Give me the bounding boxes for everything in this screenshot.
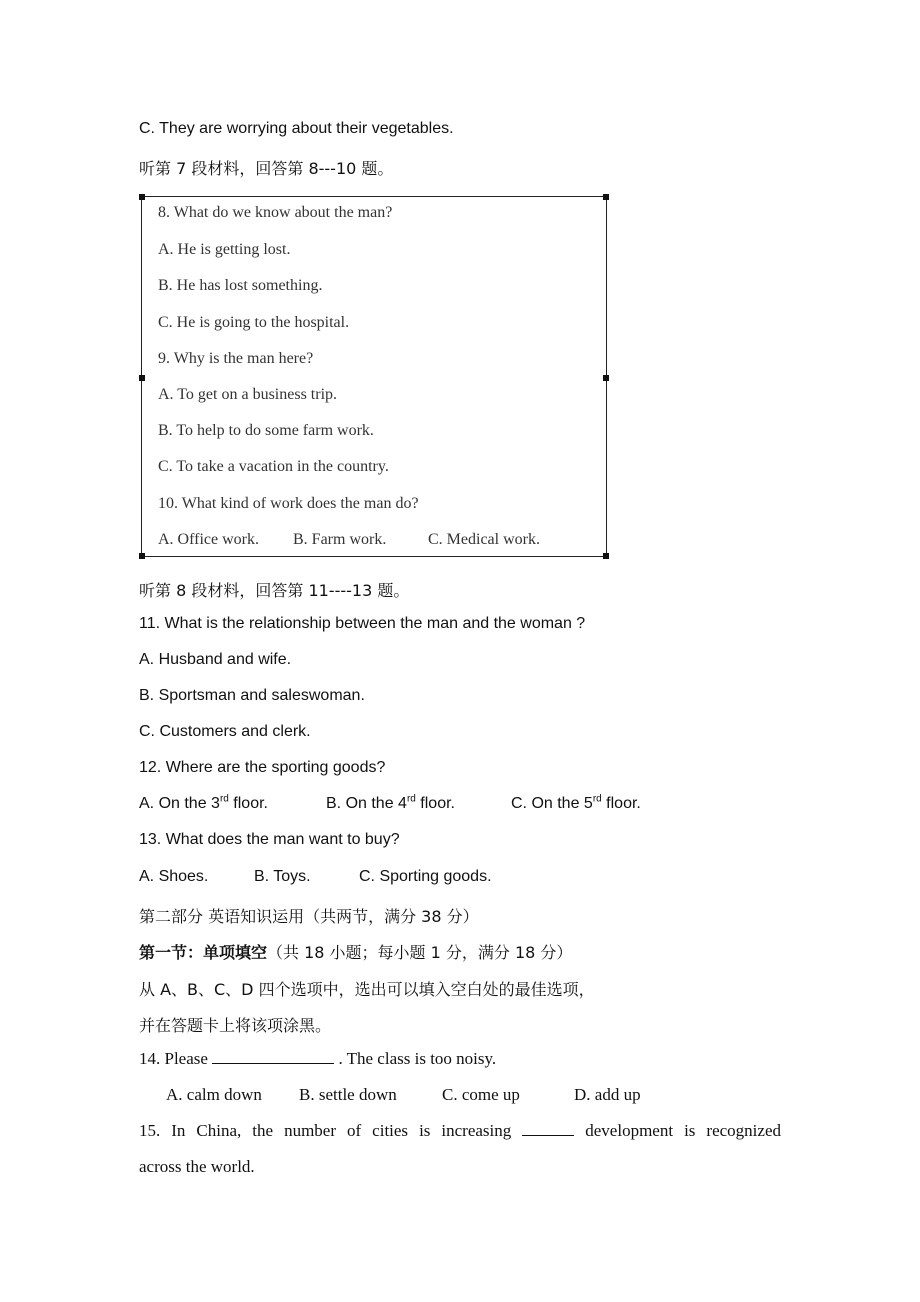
question-13-options: [139, 868, 492, 886]
question-14-options: [166, 1085, 641, 1105]
question-14-stem: 14. Please: [139, 1049, 208, 1068]
question-10: 10. What kind of work does the man do?: [158, 495, 419, 512]
word: is: [684, 1121, 696, 1140]
instruction-line-2: 并在答题卡上将该项涂黑。: [139, 1016, 332, 1035]
word: recognized: [706, 1121, 781, 1140]
instruction-line-1: 从 A、B、C、D 四个选项中，选出可以填入空白处的最佳选项，: [139, 980, 595, 999]
question-12-options: [139, 795, 641, 813]
word: China,: [196, 1121, 242, 1140]
answer-blank: [212, 1049, 334, 1064]
resize-handle: [139, 553, 145, 559]
question-7-option-c: C. They are worrying about their vegetables.: [139, 120, 454, 137]
word: development: [585, 1121, 674, 1140]
question-10-option-b: B. Farm work.: [293, 531, 387, 548]
word: increasing: [441, 1121, 512, 1140]
question-13-option-a: A. Shoes.: [139, 868, 209, 885]
resize-handle: [603, 194, 609, 200]
section-7-heading: 听第 7 段材料，回答第 8---10 题。: [139, 159, 394, 178]
part-2-heading: 第二部分 英语知识运用（共两节，满分 38 分）: [139, 907, 479, 926]
question-14-option-d: D. add up: [574, 1085, 641, 1104]
question-14-option-c: C. come up: [442, 1085, 520, 1104]
question-14-option-a: A. calm down: [166, 1085, 262, 1104]
question-11-option-b: B. Sportsman and saleswoman.: [139, 687, 365, 704]
question-11-option-a: A. Husband and wife.: [139, 651, 292, 668]
question-8-option-a: A. He is getting lost.: [158, 241, 291, 258]
question-14-stem-end: . The class is too noisy.: [338, 1049, 497, 1068]
word: cities: [372, 1121, 409, 1140]
word: number: [284, 1121, 336, 1140]
question-13: 13. What does the man want to buy?: [139, 831, 400, 848]
question-11-option-c: C. Customers and clerk.: [139, 723, 311, 740]
question-14: [139, 1049, 496, 1069]
resize-handle: [139, 194, 145, 200]
resize-handle: [139, 375, 145, 381]
word: In: [171, 1121, 186, 1140]
question-10-option-a: A. Office work.: [158, 531, 260, 548]
resize-handle: [603, 375, 609, 381]
section-1-title: 第一节：单项填空: [139, 943, 268, 962]
question-12-option-a: A. On the 3rd floor.: [139, 793, 268, 812]
section-1-score: （共 18 小题；每小题 1 分，满分 18 分）: [267, 943, 573, 962]
question-9-option-a: A. To get on a business trip.: [158, 386, 338, 403]
question-12: 12. Where are the sporting goods?: [139, 759, 386, 776]
resize-handle: [603, 553, 609, 559]
question-13-option-c: C. Sporting goods.: [359, 868, 492, 885]
question-12-option-c: C. On the 5rd floor.: [511, 793, 641, 812]
section-8-heading: 听第 8 段材料，回答第 11----13 题。: [139, 581, 410, 600]
question-9: 9. Why is the man here?: [158, 350, 314, 367]
question-8: 8. What do we know about the man?: [158, 204, 393, 221]
question-box-8-10: [141, 196, 607, 557]
question-15-line-2: across the world.: [139, 1157, 255, 1176]
answer-blank: [522, 1121, 574, 1136]
word: is: [419, 1121, 431, 1140]
word: of: [347, 1121, 362, 1140]
question-8-option-c: C. He is going to the hospital.: [158, 314, 350, 331]
question-8-option-b: B. He has lost something.: [158, 277, 323, 294]
question-11: 11. What is the relationship between the man and the woman ?: [139, 615, 586, 632]
question-10-option-c: C. Medical work.: [428, 531, 540, 548]
question-13-option-b: B. Toys.: [254, 868, 311, 885]
question-15-line-1: [139, 1121, 781, 1141]
section-1-heading: [139, 940, 572, 963]
question-14-option-b: B. settle down: [299, 1085, 397, 1104]
word: 15.: [139, 1121, 161, 1140]
question-9-option-c: C. To take a vacation in the country.: [158, 458, 389, 475]
question-10-options: [158, 531, 540, 549]
question-9-option-b: B. To help to do some farm work.: [158, 422, 374, 439]
question-12-option-b: B. On the 4rd floor.: [326, 793, 455, 812]
word: the: [252, 1121, 274, 1140]
